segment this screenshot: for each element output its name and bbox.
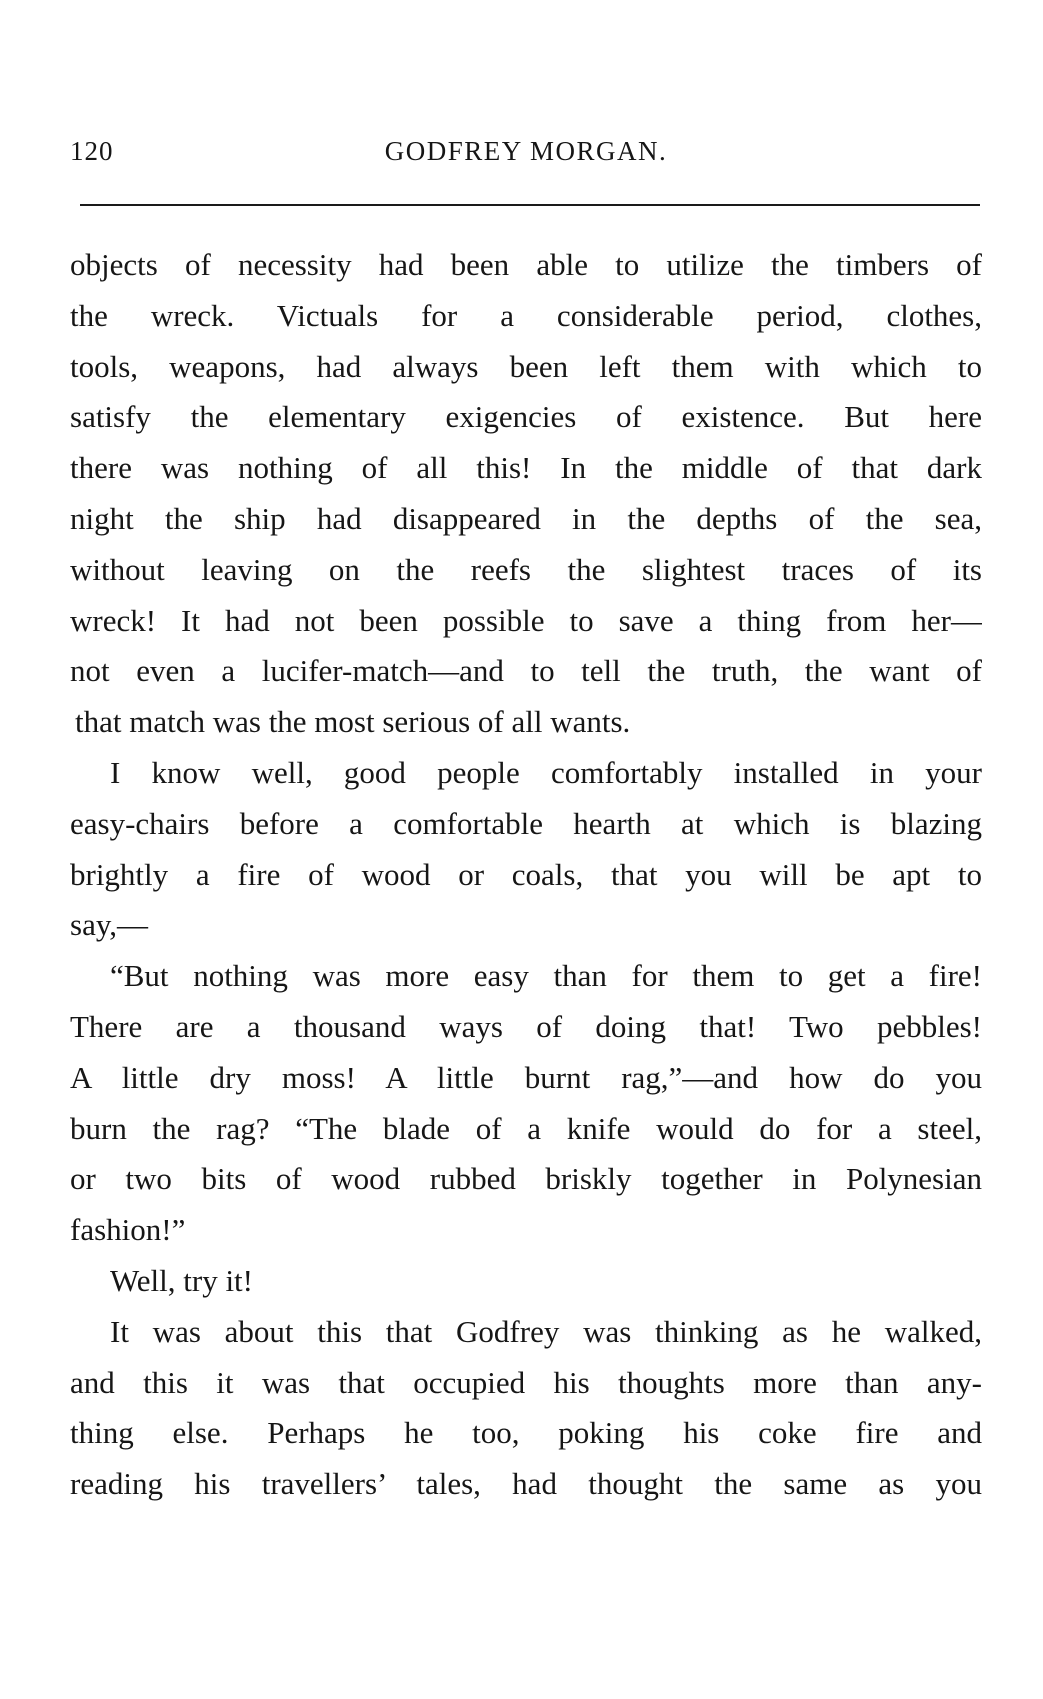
text-line: reading his travellers’ tales, had thought the same as you	[70, 1466, 982, 1502]
text-line: A little dry moss! A little burnt rag,”—and how do you	[70, 1059, 982, 1095]
text-line: night the ship had disappeared in the depths of the sea,	[70, 500, 982, 536]
text-line: without leaving on the reefs the slightest traces of its	[70, 551, 982, 587]
text-line: wreck! It had not been possible to save a thing from her—	[70, 602, 982, 638]
text-line: There are a thousand ways of doing that! Two pebbles!	[70, 1008, 982, 1044]
text-line: tools, weapons, had always been left them with which to	[70, 348, 982, 384]
body-text	[70, 240, 982, 1510]
text-line: satisfy the elementary exigencies of existence. But here	[70, 399, 982, 435]
text-line: thing else. Perhaps he too, poking his coke fire and	[70, 1415, 982, 1451]
text-line: there was nothing of all this! In the middle of that dark	[70, 450, 982, 486]
text-line: that match was the most serious of all wants.	[75, 704, 631, 740]
text-line: say,—	[70, 907, 149, 943]
page-number: 120	[70, 136, 114, 166]
text-line: It was about this that Godfrey was thinking as he walked,	[110, 1313, 982, 1349]
text-line: Well, try it!	[110, 1262, 253, 1298]
text-line: objects of necessity had been able to utilize the timbers of	[70, 247, 982, 282]
text-line: and this it was that occupied his thoughts more than any-	[70, 1364, 982, 1400]
text-line: “But nothing was more easy than for them to get a fire!	[110, 958, 982, 994]
text-line: or two bits of wood rubbed briskly together in Polynesian	[70, 1161, 982, 1197]
running-head: GODFREY MORGAN.	[384, 136, 668, 166]
header-rule	[80, 204, 980, 206]
text-line: brightly a fire of wood or coals, that you will be apt to	[70, 856, 982, 892]
text-line: not even a lucifer-match—and to tell the truth, the want of	[70, 653, 982, 689]
page-header	[70, 136, 982, 176]
text-line: fashion!”	[70, 1212, 186, 1248]
text-line: burn the rag? “The blade of a knife would do for a steel,	[70, 1110, 982, 1146]
text-line: the wreck. Victuals for a considerable period, clothes,	[70, 297, 982, 333]
text-line: I know well, good people comfortably installed in your	[110, 754, 982, 790]
text-line: easy-chairs before a comfortable hearth at which is blazing	[70, 805, 982, 841]
